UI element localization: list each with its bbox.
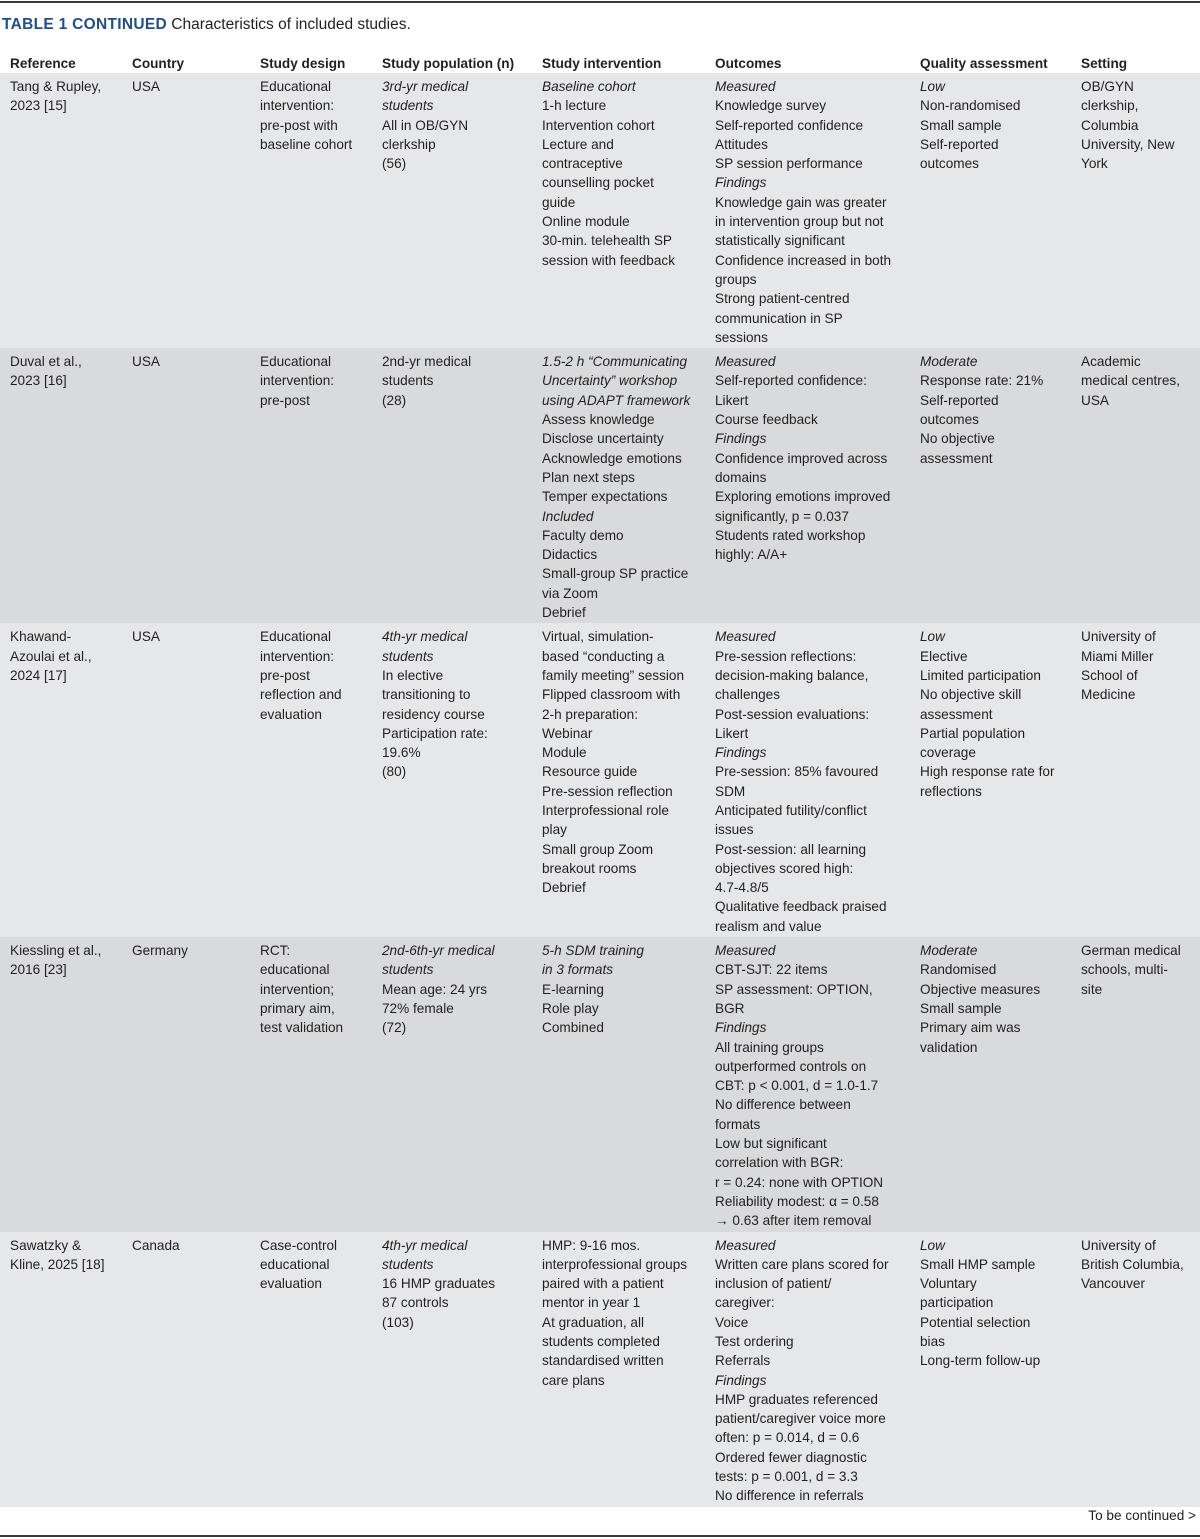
cell-line: educational [260, 1256, 330, 1272]
cell-line: USA [1081, 392, 1109, 408]
header-outcomes: Outcomes [715, 56, 782, 71]
cell-line: intervention: [260, 648, 335, 664]
table-title: Characteristics of included studies. [171, 16, 411, 33]
cell-line: Germany [132, 943, 188, 959]
cell-line: Online module [542, 214, 630, 230]
cell-line: Educational [260, 354, 332, 370]
cell-reference [0, 623, 122, 937]
cell-study-design [250, 937, 372, 1231]
cell-line: reflection and [260, 687, 342, 703]
cell-line: decision-making balance, [715, 667, 869, 683]
cell-country [122, 1232, 250, 1507]
cell-line: residency course [382, 706, 485, 722]
cell-line: issues [715, 822, 754, 838]
cell-setting [1071, 623, 1200, 937]
cell-line: formats [715, 1116, 761, 1132]
cell-line: Voice [715, 1314, 749, 1330]
cell-line: 2016 [23] [10, 962, 67, 978]
table-row [0, 73, 1200, 348]
cell-line: objectives scored high: [715, 860, 854, 876]
cell-line: Plan next steps [542, 469, 635, 485]
cell-subheading: Low [920, 1237, 945, 1253]
cell-line: SP assessment: OPTION, [715, 981, 873, 997]
cell-study-population [372, 73, 532, 348]
cell-line: Anticipated futility/conflict [715, 802, 867, 818]
header-setting: Setting [1081, 56, 1128, 71]
cell-line: domains [715, 469, 767, 485]
cell-line: care plans [542, 1372, 605, 1388]
cell-subheading: Baseline cohort [542, 79, 636, 94]
cell-line: Self-reported confidence: [715, 373, 867, 389]
cell-line: → 0.63 after item removal [715, 1213, 872, 1229]
cell-line: Miami Miller [1081, 648, 1154, 664]
cell-line: validation [920, 1039, 978, 1055]
cell-line: 87 controls [382, 1295, 449, 1311]
cell-line: Voluntary [920, 1276, 977, 1292]
cell-line: Partial population [920, 725, 1026, 741]
cell-outcomes [705, 348, 910, 623]
cell-setting [1071, 73, 1200, 348]
cell-line: E-learning [542, 981, 604, 997]
cell-line: Interprofessional role [542, 802, 669, 818]
cell-line: Khawand- [10, 629, 72, 645]
cell-line: clerkship, [1081, 98, 1139, 114]
cell-line: Disclose uncertainty [542, 431, 664, 447]
table-row [0, 348, 1200, 623]
cell-line: medical centres, [1081, 373, 1180, 389]
cell-subheading: Moderate [920, 354, 978, 370]
cell-line: intervention; [260, 981, 335, 997]
cell-line: Strong patient-centred [715, 291, 850, 307]
cell-line: All training groups [715, 1039, 824, 1055]
cell-line: HMP graduates referenced [715, 1391, 878, 1407]
cell-line: School of [1081, 667, 1138, 683]
cell-line: Medicine [1081, 687, 1136, 703]
cell-line: Debrief [542, 880, 586, 896]
cell-line: No difference between [715, 1097, 851, 1113]
cell-line: York [1081, 156, 1108, 172]
cell-line: Long-term follow-up [920, 1353, 1041, 1369]
cell-line: Primary aim was [920, 1020, 1021, 1036]
cell-line: Pre-session reflection [542, 783, 673, 799]
cell-line: Post-session: all learning [715, 841, 867, 857]
studies-table [0, 50, 1200, 1507]
cell-line: paired with a patient [542, 1276, 664, 1292]
cell-line: Students rated workshop [715, 527, 866, 543]
cell-reference [0, 937, 122, 1231]
cell-line: Non-randomised [920, 98, 1021, 114]
cell-line: mentor in year 1 [542, 1295, 641, 1311]
cell-line: Self-reported [920, 392, 999, 408]
cell-subheading: Measured [715, 629, 776, 645]
cell-subheading: Included [542, 508, 594, 524]
cell-line: All in OB/GYN [382, 117, 469, 133]
cell-line: Lecture and [542, 136, 614, 152]
cell-subheading: students [382, 98, 434, 114]
cell-study-population [372, 937, 532, 1231]
cell-line: Faculty demo [542, 527, 624, 543]
cell-line: 16 HMP graduates [382, 1276, 496, 1292]
cell-line: Acknowledge emotions [542, 450, 682, 466]
cell-quality-assessment [910, 348, 1071, 623]
cell-line: 4.7-4.8/5 [715, 880, 769, 896]
cell-subheading: 4th-yr medical [382, 629, 468, 645]
cell-line: Confidence improved across [715, 450, 888, 466]
cell-line: (56) [382, 156, 407, 172]
header-study-intervention: Study intervention [542, 56, 662, 71]
cell-line: Kline, 2025 [18] [10, 1256, 105, 1272]
cell-study-intervention [532, 1232, 705, 1507]
cell-line: participation [920, 1295, 994, 1311]
cell-line: Vancouver [1081, 1276, 1145, 1292]
cell-line: Exploring emotions improved [715, 489, 891, 505]
bottom-rule [0, 1535, 1200, 1537]
cell-country [122, 348, 250, 623]
cell-line: USA [132, 79, 160, 94]
cell-line: Limited participation [920, 667, 1041, 683]
cell-study-design [250, 623, 372, 937]
cell-subheading: Findings [715, 745, 767, 761]
cell-subheading: using ADAPT framework [542, 392, 691, 408]
cell-line: students [382, 373, 434, 389]
cell-line: via Zoom [542, 585, 598, 601]
cell-line: Kiessling et al., [10, 943, 102, 959]
cell-line: transitioning to [382, 687, 471, 703]
cell-subheading: students [382, 962, 434, 978]
cell-line: Intervention cohort [542, 117, 655, 133]
cell-line: sessions [715, 329, 768, 345]
cell-line: assessment [920, 706, 993, 722]
cell-subheading: 1.5-2 h “Communicating [542, 354, 688, 370]
cell-line: SP session performance [715, 156, 863, 172]
header-reference: Reference [10, 56, 76, 71]
cell-line: (72) [382, 1020, 407, 1036]
cell-line: Low but significant [715, 1136, 827, 1152]
cell-line: Academic [1081, 354, 1141, 370]
cell-line: family meeting” session [542, 667, 685, 683]
cell-quality-assessment [910, 73, 1071, 348]
cell-line: 2023 [16] [10, 373, 67, 389]
cell-line: University of [1081, 1237, 1156, 1253]
cell-line: students completed [542, 1334, 660, 1349]
cell-line: Small group Zoom [542, 841, 654, 857]
cell-study-design [250, 348, 372, 623]
cell-subheading: Uncertainty” workshop [542, 373, 678, 389]
cell-line: standardised written [542, 1353, 664, 1369]
cell-line: schools, multi- [1081, 962, 1168, 978]
cell-setting [1071, 348, 1200, 623]
table-row [0, 937, 1200, 1231]
cell-subheading: Measured [715, 1237, 776, 1253]
cell-subheading: in 3 formats [542, 962, 614, 978]
cell-study-intervention [532, 623, 705, 937]
cell-subheading: 2nd-6th-yr medical [382, 943, 495, 959]
cell-line: USA [132, 629, 160, 645]
cell-line: Potential selection [920, 1314, 1031, 1330]
cell-line: 2-h preparation: [542, 706, 638, 722]
cell-line: 30-min. telehealth SP [542, 233, 672, 249]
cell-line: educational [260, 962, 330, 978]
cell-subheading: Measured [715, 943, 776, 959]
cell-study-population [372, 348, 532, 623]
cell-line: (80) [382, 764, 407, 780]
cell-line: Role play [542, 1000, 599, 1016]
cell-line: CBT: p < 0.001, d = 1.0-1.7 [715, 1078, 879, 1094]
cell-line: Likert [715, 725, 749, 741]
cell-subheading: Low [920, 79, 945, 94]
top-rule [0, 1, 1200, 3]
cell-line: RCT: [260, 943, 291, 959]
cell-line: Module [542, 745, 587, 761]
cell-line: Educational [260, 629, 332, 645]
cell-study-design [250, 1232, 372, 1507]
cell-line: site [1081, 981, 1103, 997]
cell-subheading: students [382, 1256, 434, 1272]
cell-line: At graduation, all [542, 1314, 645, 1330]
table-label: TABLE 1 CONTINUED [2, 16, 167, 33]
cell-line: Educational [260, 79, 332, 94]
cell-line: No objective skill [920, 687, 1022, 703]
cell-quality-assessment [910, 623, 1071, 937]
cell-line: Attitudes [715, 136, 768, 152]
cell-line: 2023 [15] [10, 98, 67, 114]
cell-line: 2024 [17] [10, 667, 67, 683]
cell-line: Resource guide [542, 764, 638, 780]
cell-line: counselling pocket [542, 175, 654, 191]
cell-line: Test ordering [715, 1334, 794, 1349]
cell-line: Referrals [715, 1353, 771, 1369]
cell-line: German medical [1081, 943, 1181, 959]
cell-line: Small sample [920, 1000, 1002, 1016]
cell-line: Qualitative feedback praised [715, 899, 887, 915]
cell-line: outcomes [920, 156, 979, 172]
cell-country [122, 937, 250, 1231]
cell-setting [1071, 937, 1200, 1231]
continued-note: To be continued > [1088, 1508, 1196, 1523]
cell-line: reflections [920, 783, 982, 799]
cell-line: OB/GYN [1081, 79, 1134, 94]
cell-line: High response rate for [920, 764, 1055, 780]
cell-line: Azoulai et al., [10, 648, 92, 664]
cell-outcomes [705, 1232, 910, 1507]
header-row [0, 50, 1200, 73]
cell-line: Mean age: 24 yrs [382, 981, 488, 997]
cell-line: Knowledge survey [715, 98, 827, 114]
cell-line: Webinar [542, 725, 593, 741]
cell-line: pre-post [260, 667, 310, 683]
cell-line: Temper expectations [542, 489, 668, 505]
cell-line: guide [542, 194, 576, 210]
cell-subheading: Measured [715, 79, 776, 94]
cell-line: HMP: 9-16 mos. [542, 1237, 641, 1253]
cell-line: (103) [382, 1314, 414, 1330]
cell-line: contraceptive [542, 156, 623, 172]
cell-line: Participation rate: [382, 725, 488, 741]
cell-line: 19.6% [382, 745, 421, 761]
cell-line: Reliability modest: α = 0.58 [715, 1193, 879, 1209]
cell-line: BGR [715, 1000, 745, 1016]
cell-line: play [542, 822, 567, 838]
cell-line: coverage [920, 745, 976, 761]
cell-line: caregiver: [715, 1295, 775, 1311]
cell-subheading: Findings [715, 175, 767, 191]
cell-line: challenges [715, 687, 780, 703]
cell-line: Combined [542, 1020, 604, 1036]
cell-line: Virtual, simulation- [542, 629, 654, 645]
cell-line: baseline cohort [260, 136, 353, 152]
cell-study-intervention [532, 73, 705, 348]
cell-line: r = 0.24: none with OPTION [715, 1174, 884, 1190]
cell-subheading: 4th-yr medical [382, 1237, 468, 1253]
cell-line: SDM [715, 783, 746, 799]
cell-line: Elective [920, 648, 968, 664]
cell-line: Self-reported [920, 136, 999, 152]
cell-line: Self-reported confidence [715, 117, 864, 133]
header-country: Country [132, 56, 185, 71]
cell-line: No difference in referrals [715, 1488, 864, 1504]
cell-line: 72% female [382, 1000, 454, 1016]
cell-quality-assessment [910, 1232, 1071, 1507]
cell-line: 2nd-yr medical [382, 354, 472, 370]
cell-line: University, New [1081, 136, 1175, 152]
cell-line: bias [920, 1334, 945, 1349]
cell-outcomes [705, 937, 910, 1231]
cell-outcomes [705, 623, 910, 937]
cell-line: in intervention group but not [715, 214, 884, 230]
cell-study-intervention [532, 937, 705, 1231]
cell-outcomes [705, 73, 910, 348]
cell-line: Randomised [920, 962, 997, 978]
cell-line: Debrief [542, 605, 586, 621]
header-study-population: Study population (n) [382, 56, 515, 71]
cell-subheading: Findings [715, 1372, 767, 1388]
cell-line: Pre-session reflections: [715, 648, 857, 664]
cell-line: evaluation [260, 706, 322, 722]
cell-line: primary aim, [260, 1000, 335, 1016]
cell-line: outperformed controls on [715, 1058, 867, 1074]
cell-line: 1-h lecture [542, 98, 607, 114]
cell-line: No objective [920, 431, 995, 447]
cell-line: Course feedback [715, 412, 818, 428]
cell-line: highly: A/A+ [715, 547, 788, 563]
cell-line: CBT-SJT: 22 items [715, 962, 828, 978]
cell-line: Response rate: 21% [920, 373, 1044, 389]
cell-line: patient/caregiver voice more [715, 1411, 886, 1427]
cell-country [122, 73, 250, 348]
table-row [0, 1232, 1200, 1507]
cell-line: Pre-session: 85% favoured [715, 764, 879, 780]
cell-line: correlation with BGR: [715, 1155, 844, 1171]
cell-subheading: Measured [715, 354, 776, 370]
cell-line: Ordered fewer diagnostic [715, 1449, 867, 1465]
cell-reference [0, 348, 122, 623]
cell-line: Likert [715, 392, 749, 408]
cell-line: Flipped classroom with [542, 687, 681, 703]
cell-line: (28) [382, 392, 407, 408]
cell-setting [1071, 1232, 1200, 1507]
header-quality-assessment: Quality assessment [920, 56, 1048, 71]
cell-reference [0, 1232, 122, 1507]
cell-subheading: Moderate [920, 943, 978, 959]
cell-line: pre-post with [260, 117, 338, 133]
cell-line: Didactics [542, 547, 598, 563]
cell-line: inclusion of patient/ [715, 1276, 832, 1292]
cell-study-population [372, 623, 532, 937]
cell-line: communication in SP [715, 310, 843, 326]
cell-line: Confidence increased in both [715, 252, 892, 268]
cell-line: Sawatzky & [10, 1237, 82, 1253]
cell-line: clerkship [382, 136, 436, 152]
cell-line: intervention: [260, 373, 335, 389]
cell-line: breakout rooms [542, 860, 637, 876]
cell-quality-assessment [910, 937, 1071, 1231]
cell-study-design [250, 73, 372, 348]
cell-line: Small HMP sample [920, 1256, 1036, 1272]
cell-line: test validation [260, 1020, 344, 1036]
cell-line: Knowledge gain was greater [715, 194, 887, 210]
cell-line: statistically significant [715, 233, 845, 249]
cell-line: significantly, p = 0.037 [715, 508, 849, 524]
header-study-design: Study design [260, 56, 346, 71]
cell-line: Written care plans scored for [715, 1256, 889, 1272]
cell-line: Small sample [920, 117, 1002, 133]
cell-line: groups [715, 271, 757, 287]
cell-line: intervention: [260, 98, 335, 114]
cell-line: Canada [132, 1237, 180, 1253]
cell-line: based “conducting a [542, 648, 665, 664]
table-row [0, 623, 1200, 937]
cell-line: Duval et al., [10, 354, 82, 370]
cell-country [122, 623, 250, 937]
cell-line: pre-post [260, 392, 310, 408]
cell-line: realism and value [715, 918, 822, 934]
cell-subheading: students [382, 648, 434, 664]
cell-subheading: 5-h SDM training [542, 943, 644, 959]
cell-line: session with feedback [542, 252, 675, 268]
cell-reference [0, 73, 122, 348]
cell-line: University of [1081, 629, 1156, 645]
cell-line: evaluation [260, 1276, 322, 1292]
cell-line: Assess knowledge [542, 412, 655, 428]
cell-line: tests: p = 0.001, d = 3.3 [715, 1469, 858, 1485]
cell-line: British Columbia, [1081, 1256, 1184, 1272]
cell-line: In elective [382, 667, 444, 683]
cell-subheading: Findings [715, 431, 767, 447]
cell-line: assessment [920, 450, 993, 466]
cell-line: Tang & Rupley, [10, 79, 102, 94]
cell-subheading: Low [920, 629, 945, 645]
cell-line: outcomes [920, 412, 979, 428]
cell-line: USA [132, 354, 160, 370]
cell-line: often: p = 0.014, d = 0.6 [715, 1430, 860, 1446]
cell-subheading: Findings [715, 1020, 767, 1036]
cell-line: interprofessional groups [542, 1256, 688, 1272]
cell-line: Small-group SP practice [542, 566, 689, 582]
cell-line: Case-control [260, 1237, 338, 1253]
cell-line: Columbia [1081, 117, 1139, 133]
cell-subheading: 3rd-yr medical [382, 79, 469, 94]
table-caption [2, 16, 411, 34]
cell-line: Objective measures [920, 981, 1041, 997]
cell-study-intervention [532, 348, 705, 623]
cell-line: Post-session evaluations: [715, 706, 870, 722]
cell-study-population [372, 1232, 532, 1507]
